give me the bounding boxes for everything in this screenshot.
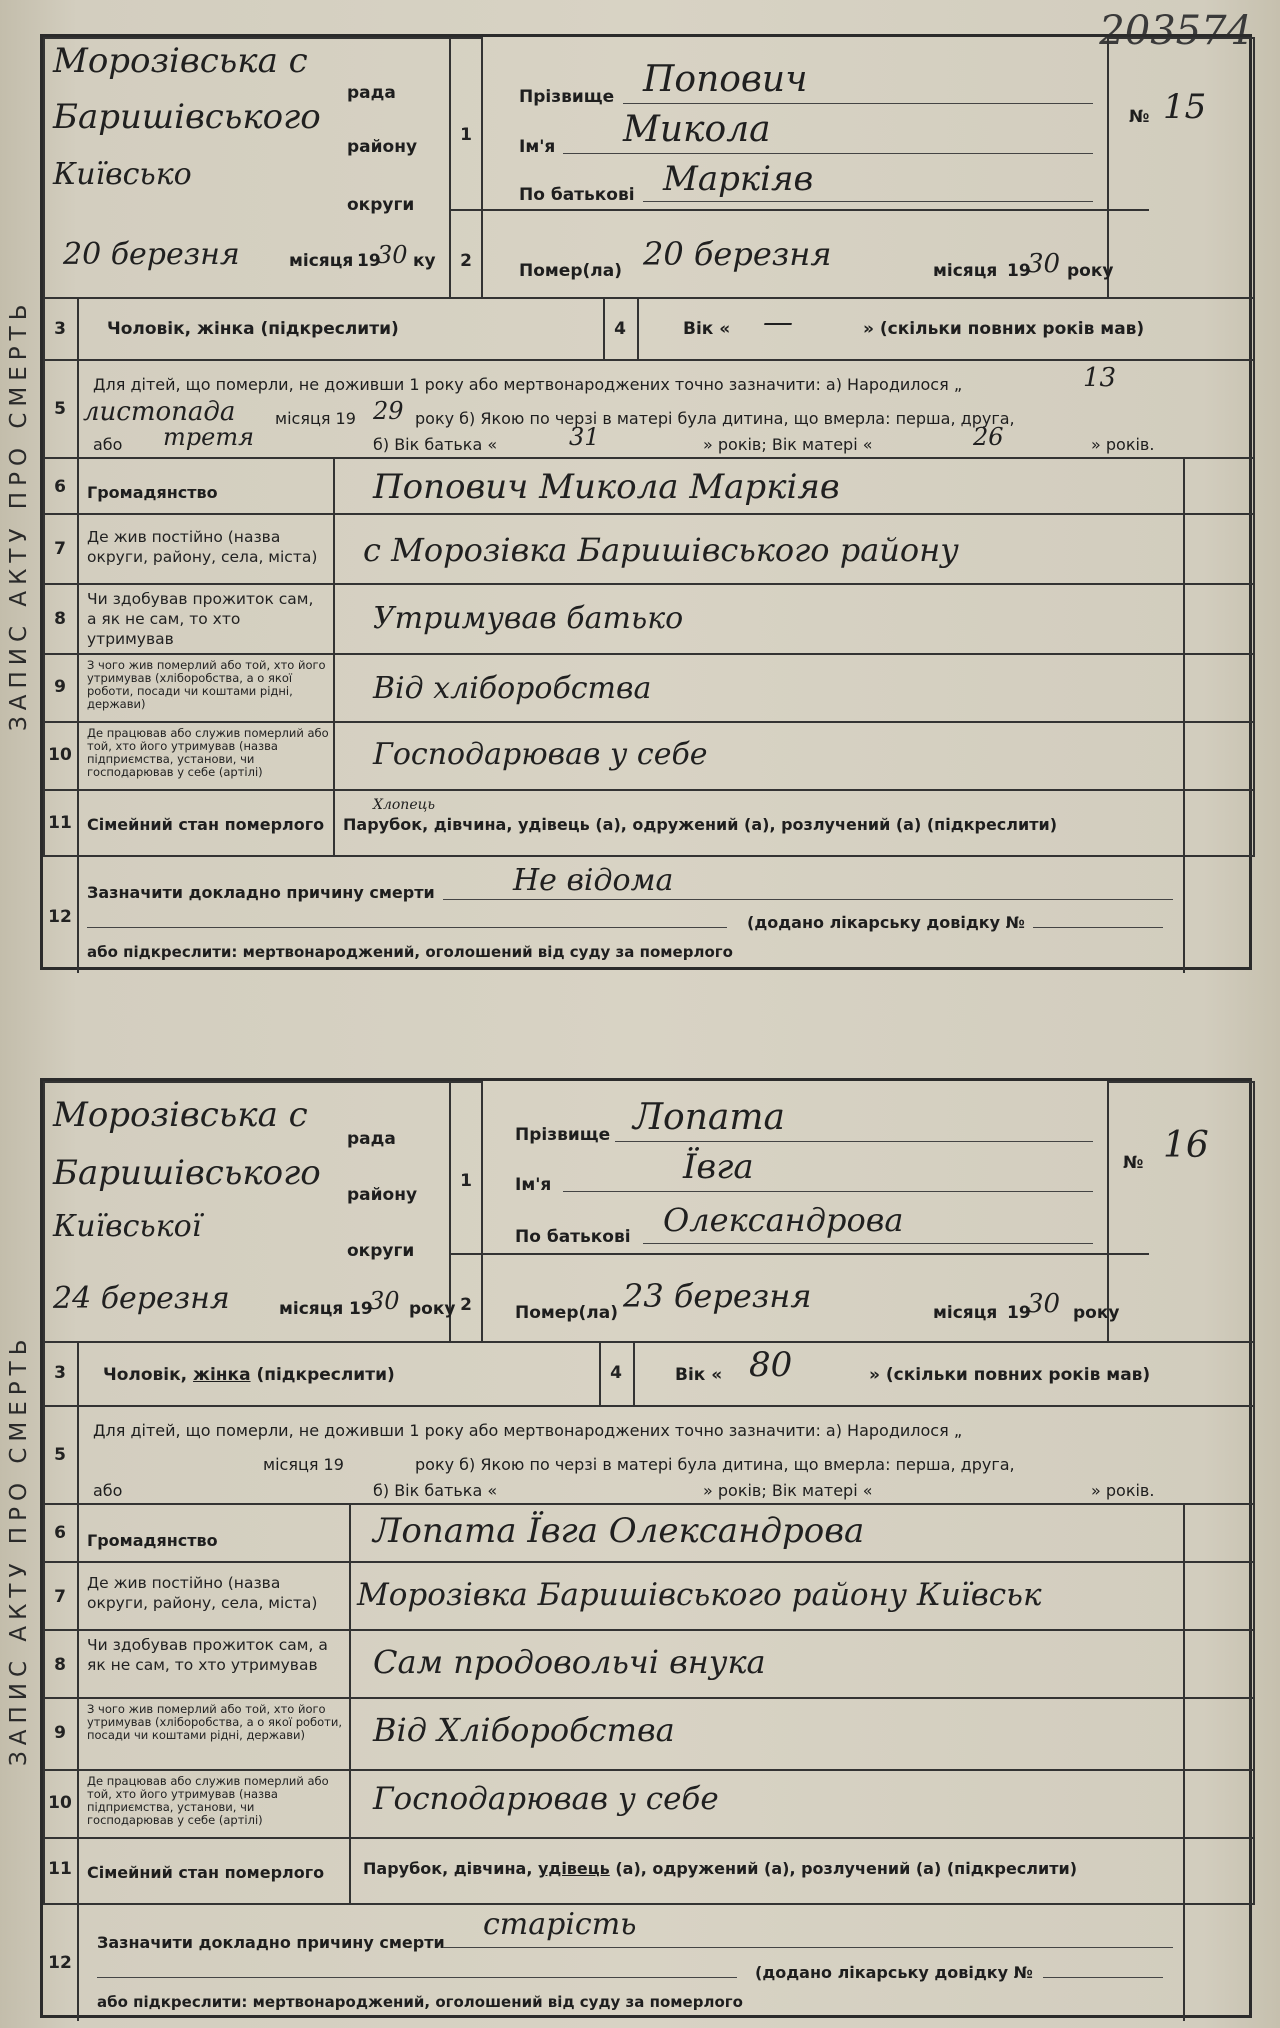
patronymic-value: Олександрова	[663, 1201, 904, 1239]
okruha-value: Київської	[53, 1209, 202, 1244]
record-number-value: 16	[1163, 1125, 1209, 1166]
residence-value: с Морозівка Баришівського району	[363, 531, 959, 569]
death-day-value: 23 березня	[623, 1277, 812, 1315]
age-value: —	[763, 305, 793, 340]
support-value: Утримував батько	[373, 601, 684, 636]
support-value: Сам продовольчі внука	[373, 1643, 766, 1681]
surname-value: Попович	[643, 59, 808, 100]
side-title-top: ЗАПИС АКТУ ПРО СМЕРТЬ	[6, 298, 32, 732]
marital-options: Парубок, дівчина, удівець (а), одружений (а), розлучений (а) (підкреслити)	[363, 1859, 1078, 1878]
living-from-value: Від хліборобства	[373, 671, 652, 706]
death-record-2: Морозівська с рада Баришівського району Київської округи 24 березня місяця 19 30 року 1 2 Прізвище Лопата Ім'я Ївга По батькові Олександрова Помер(ла) 23 березня місяця 19 30 року № 16 3 Чоловік, жінка (підкреслити) 4 Вік « 80 » (скільки повних років мав) 5 Для дітей, що померли, не доживши 1 року або мертвонароджених точно зазначити: а) Народилося „ місяця 19 року б) Якою по черзі в матері була дитина, що вмерла: перша, друга, або б) Вік батька « » років; Вік матері « » років. 6 Громадянство Лопата Ївга Олександрова 7 Де жив постійно (назва округи, району, села, міста) Морозівка Баришівського району Київськ 8 Чи здобував прожиток сам, а як не сам, то хто утримував Сам продовольчі внука 9 З чого жив померлий або той, хто його утримував (хліборобства, а о якої роботи, посади чи коштами рідні, держави) Від Хліборобства 10 Де працював або служив померлий або той, хто його утримував (назва підприємства, установи, чи господарював у себе (артілі) Господарював у себе 11 Сімейний стан померлого Парубок, дівчина, удівець (а), одружений (а), розлучений (а) (підкреслити) 12 Зазначити докладно причину смерти старість (додано лікарську довідку № або підкреслити: мертвонароджений, оголошений від суду за померлого	[40, 1078, 1252, 2018]
raion-value: Баришівського	[53, 1153, 321, 1193]
okruha-value: Київсько	[53, 157, 192, 192]
rada-value: Морозівська с	[53, 1095, 308, 1135]
cause-value: Не відома	[513, 863, 674, 898]
name-value: Ївга	[683, 1147, 754, 1187]
citizenship-value: Попович Микола Маркіяв	[373, 467, 840, 507]
living-from-value: Від Хліборобства	[373, 1711, 675, 1749]
surname-value: Лопата	[633, 1097, 785, 1138]
cause-value: старість	[483, 1907, 637, 1942]
marital-options: Парубок, дівчина, удівець (а), одружений (а), розлучений (а) (підкреслити)	[343, 815, 1057, 834]
work-value: Господарював у себе	[373, 737, 708, 772]
age-value: 80	[749, 1345, 793, 1385]
record-number-cell	[1107, 1081, 1255, 1343]
death-record-1: Морозівська с рада Баришівського району Київсько округи 20 березня місяця 19 30 ку 1 2 Прізвище Попович Ім'я Микола По батькові Маркіяв Помер(ла) 20 березня місяця 19 30 року № 15 3 Чоловік, жінка (підкреслити) 4 Вік « — » (скільки повних років мав) 5 Для дітей, що померли, не доживши 1 року або мертвонароджених точно зазначити: а) Народилося „ 13 листопада місяця 19 29 року б) Якою по черзі в матері була дитина, що вмерла: перша, друга, або третя б) Вік батька « 31 » років; Вік матері « 26 » років. 6 Громадянство Попович Микола Маркіяв 7 Де жив постійно (назва округи, району, села, міста) с Морозівка Баришівського району 8 Чи здобував прожиток сам, а як не сам, то хто утримував Утримував батько 9 З чого жив померлий або той, хто його утримував (хліборобства, а о якої роботи, посади чи коштами рідні, держави) Від хліборобства 10 Де працював або служив померлий або той, хто його утримував (назва підприємства, установи, чи господарював у себе (артілі) Господарював у себе 11 Сімейний стан померлого Хлопець Парубок, дівчина, удівець (а), одружений (а), розлучений (а) (підкреслити) 12 Зазначити докладно причину смерти Не відома (додано лікарську довідку № або підкреслити: мертвонароджений, оголошений від суду за померлого	[40, 34, 1252, 970]
side-title-bottom: ЗАПИС АКТУ ПРО СМЕРТЬ	[6, 1333, 32, 1767]
name-value: Микола	[623, 109, 771, 150]
record-number-value: 15	[1163, 87, 1207, 127]
death-day-value: 20 березня	[643, 235, 832, 273]
residence-value: Морозівка Баришівського району Київськ	[357, 1577, 1042, 1613]
rada-value: Морозівська с	[53, 41, 308, 81]
record-number-cell	[1107, 37, 1255, 299]
citizenship-value: Лопата Ївга Олександрова	[373, 1511, 865, 1551]
reg-day-value: 20 березня	[63, 237, 240, 272]
sex-label: Чоловік, жінка (підкреслити)	[107, 319, 399, 339]
archive-stamp: 203574	[1099, 8, 1252, 54]
raion-value: Баришівського	[53, 97, 321, 137]
patronymic-value: Маркіяв	[663, 159, 814, 199]
sex-label: Чоловік, жінка (підкреслити)	[103, 1365, 395, 1385]
work-value: Господарював у себе	[373, 1781, 719, 1817]
reg-day-value: 24 березня	[53, 1281, 230, 1316]
